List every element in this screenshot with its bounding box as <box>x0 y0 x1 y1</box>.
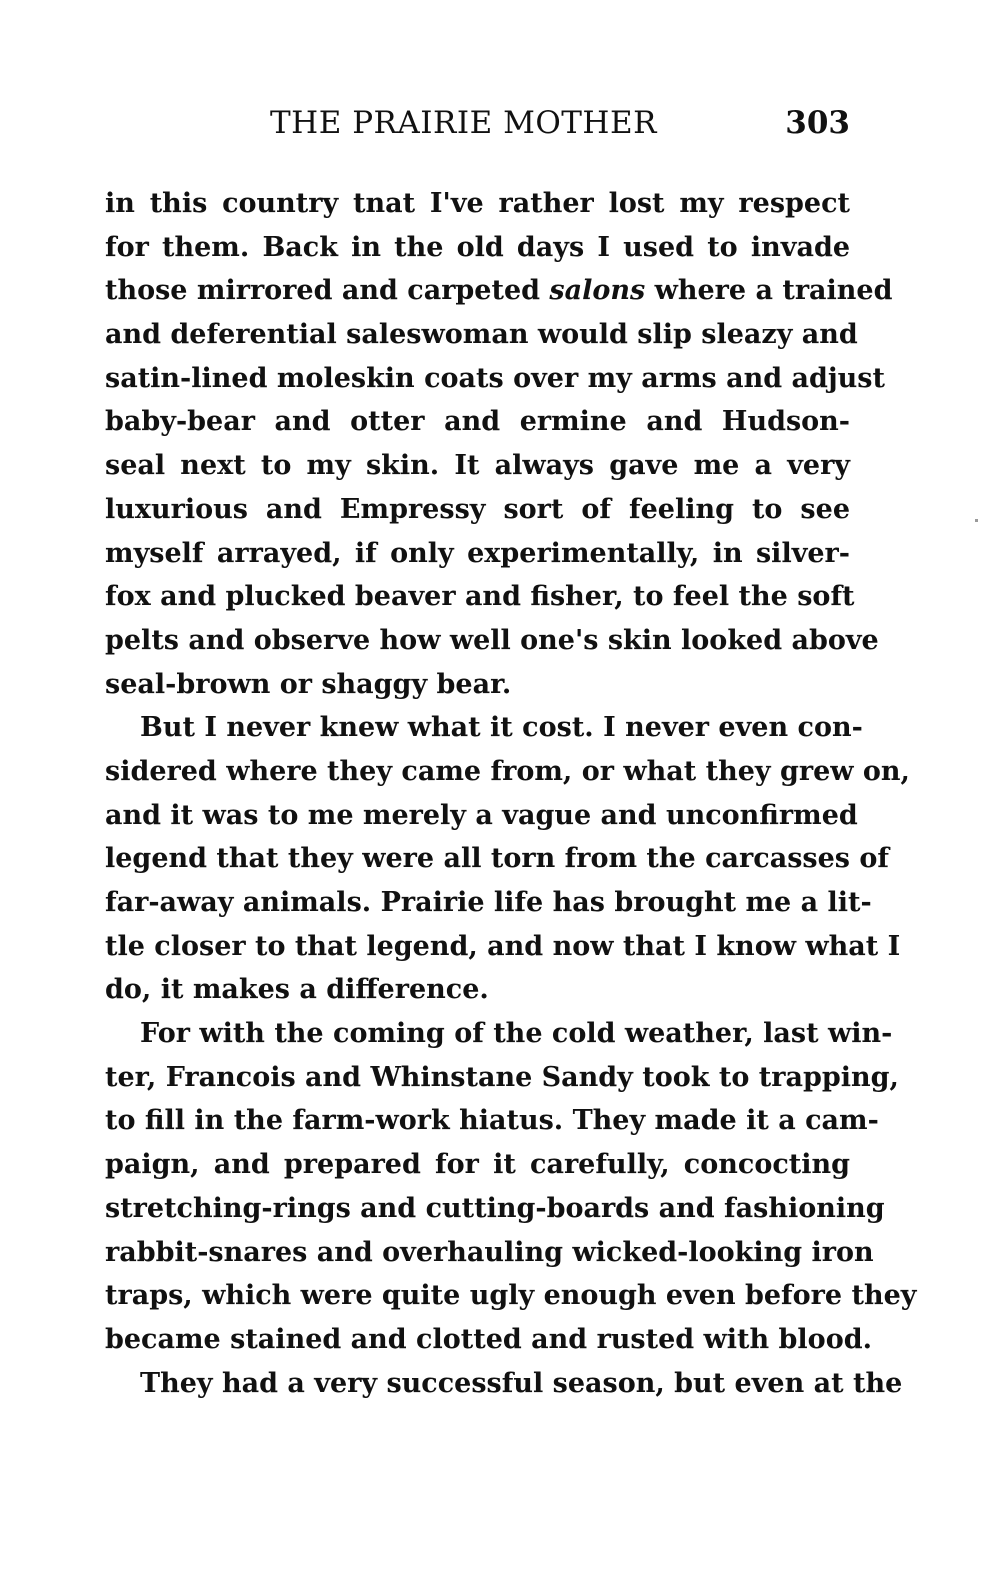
text-line: For with the coming of the cold weather, last win- <box>140 1018 893 1050</box>
text-line: baby-bear and otter and ermine and Hudson- <box>105 406 850 438</box>
text-line: seal next to my skin. It always gave me a very <box>105 450 850 482</box>
text-line: became stained and clotted and rusted with blood. <box>105 1323 872 1355</box>
running-head <box>105 98 850 148</box>
text-line: and deferential saleswoman would slip sleazy and <box>105 319 858 351</box>
running-title: THE PRAIRIE MOTHER <box>270 105 657 141</box>
text-line: rabbit-snares and overhauling wicked-looking iron <box>105 1236 874 1268</box>
text-line: legend that they were all torn from the carcasses of <box>105 843 890 875</box>
text-line: and it was to me merely a vague and unconfirmed <box>105 799 858 831</box>
text-line: But I never knew what it cost. I never even con- <box>140 712 863 744</box>
text-line: to fill in the farm-work hiatus. They made it a cam- <box>105 1105 879 1137</box>
text-line: tle closer to that legend, and now that I know what I <box>105 930 901 962</box>
page-number: 303 <box>785 105 850 141</box>
text-line: stretching-rings and cutting-boards and fashioning <box>105 1192 885 1224</box>
body-text <box>105 182 917 1405</box>
scan-speck <box>975 519 978 522</box>
text-line: luxurious and Empressy sort of feeling to see <box>105 493 850 525</box>
italic-word: salons <box>549 275 646 307</box>
text-line: for them. Back in the old days I used to invade <box>105 231 850 263</box>
text-line: fox and plucked beaver and fisher, to feel the soft <box>105 581 855 613</box>
text-line: sidered where they came from, or what they grew on, <box>105 755 910 787</box>
text-line: satin-lined moleskin coats over my arms and adjust <box>105 362 885 394</box>
text-line: far-away animals. Prairie life has brought me a lit- <box>105 887 872 918</box>
text-line: They had a very successful season, but even at the <box>140 1367 903 1399</box>
text-line: pelts and observe how well one's skin looked above <box>105 624 879 656</box>
text-line: do, it makes a difference. <box>105 974 489 1006</box>
text-line: paign, and prepared for it carefully, concocting <box>105 1149 850 1181</box>
text-line: those mirrored and carpeted salons where a trained <box>105 275 893 307</box>
text-line: in this country tnat I've rather lost my respect <box>105 188 850 219</box>
text-line: myself arrayed, if only experimentally, in silver- <box>105 537 850 569</box>
text-line: ter, Francois and Whinstane Sandy took to trapping, <box>105 1061 899 1093</box>
text-line: traps, which were quite ugly enough even before they <box>105 1280 917 1312</box>
text-line: seal-brown or shaggy bear. <box>105 668 512 700</box>
